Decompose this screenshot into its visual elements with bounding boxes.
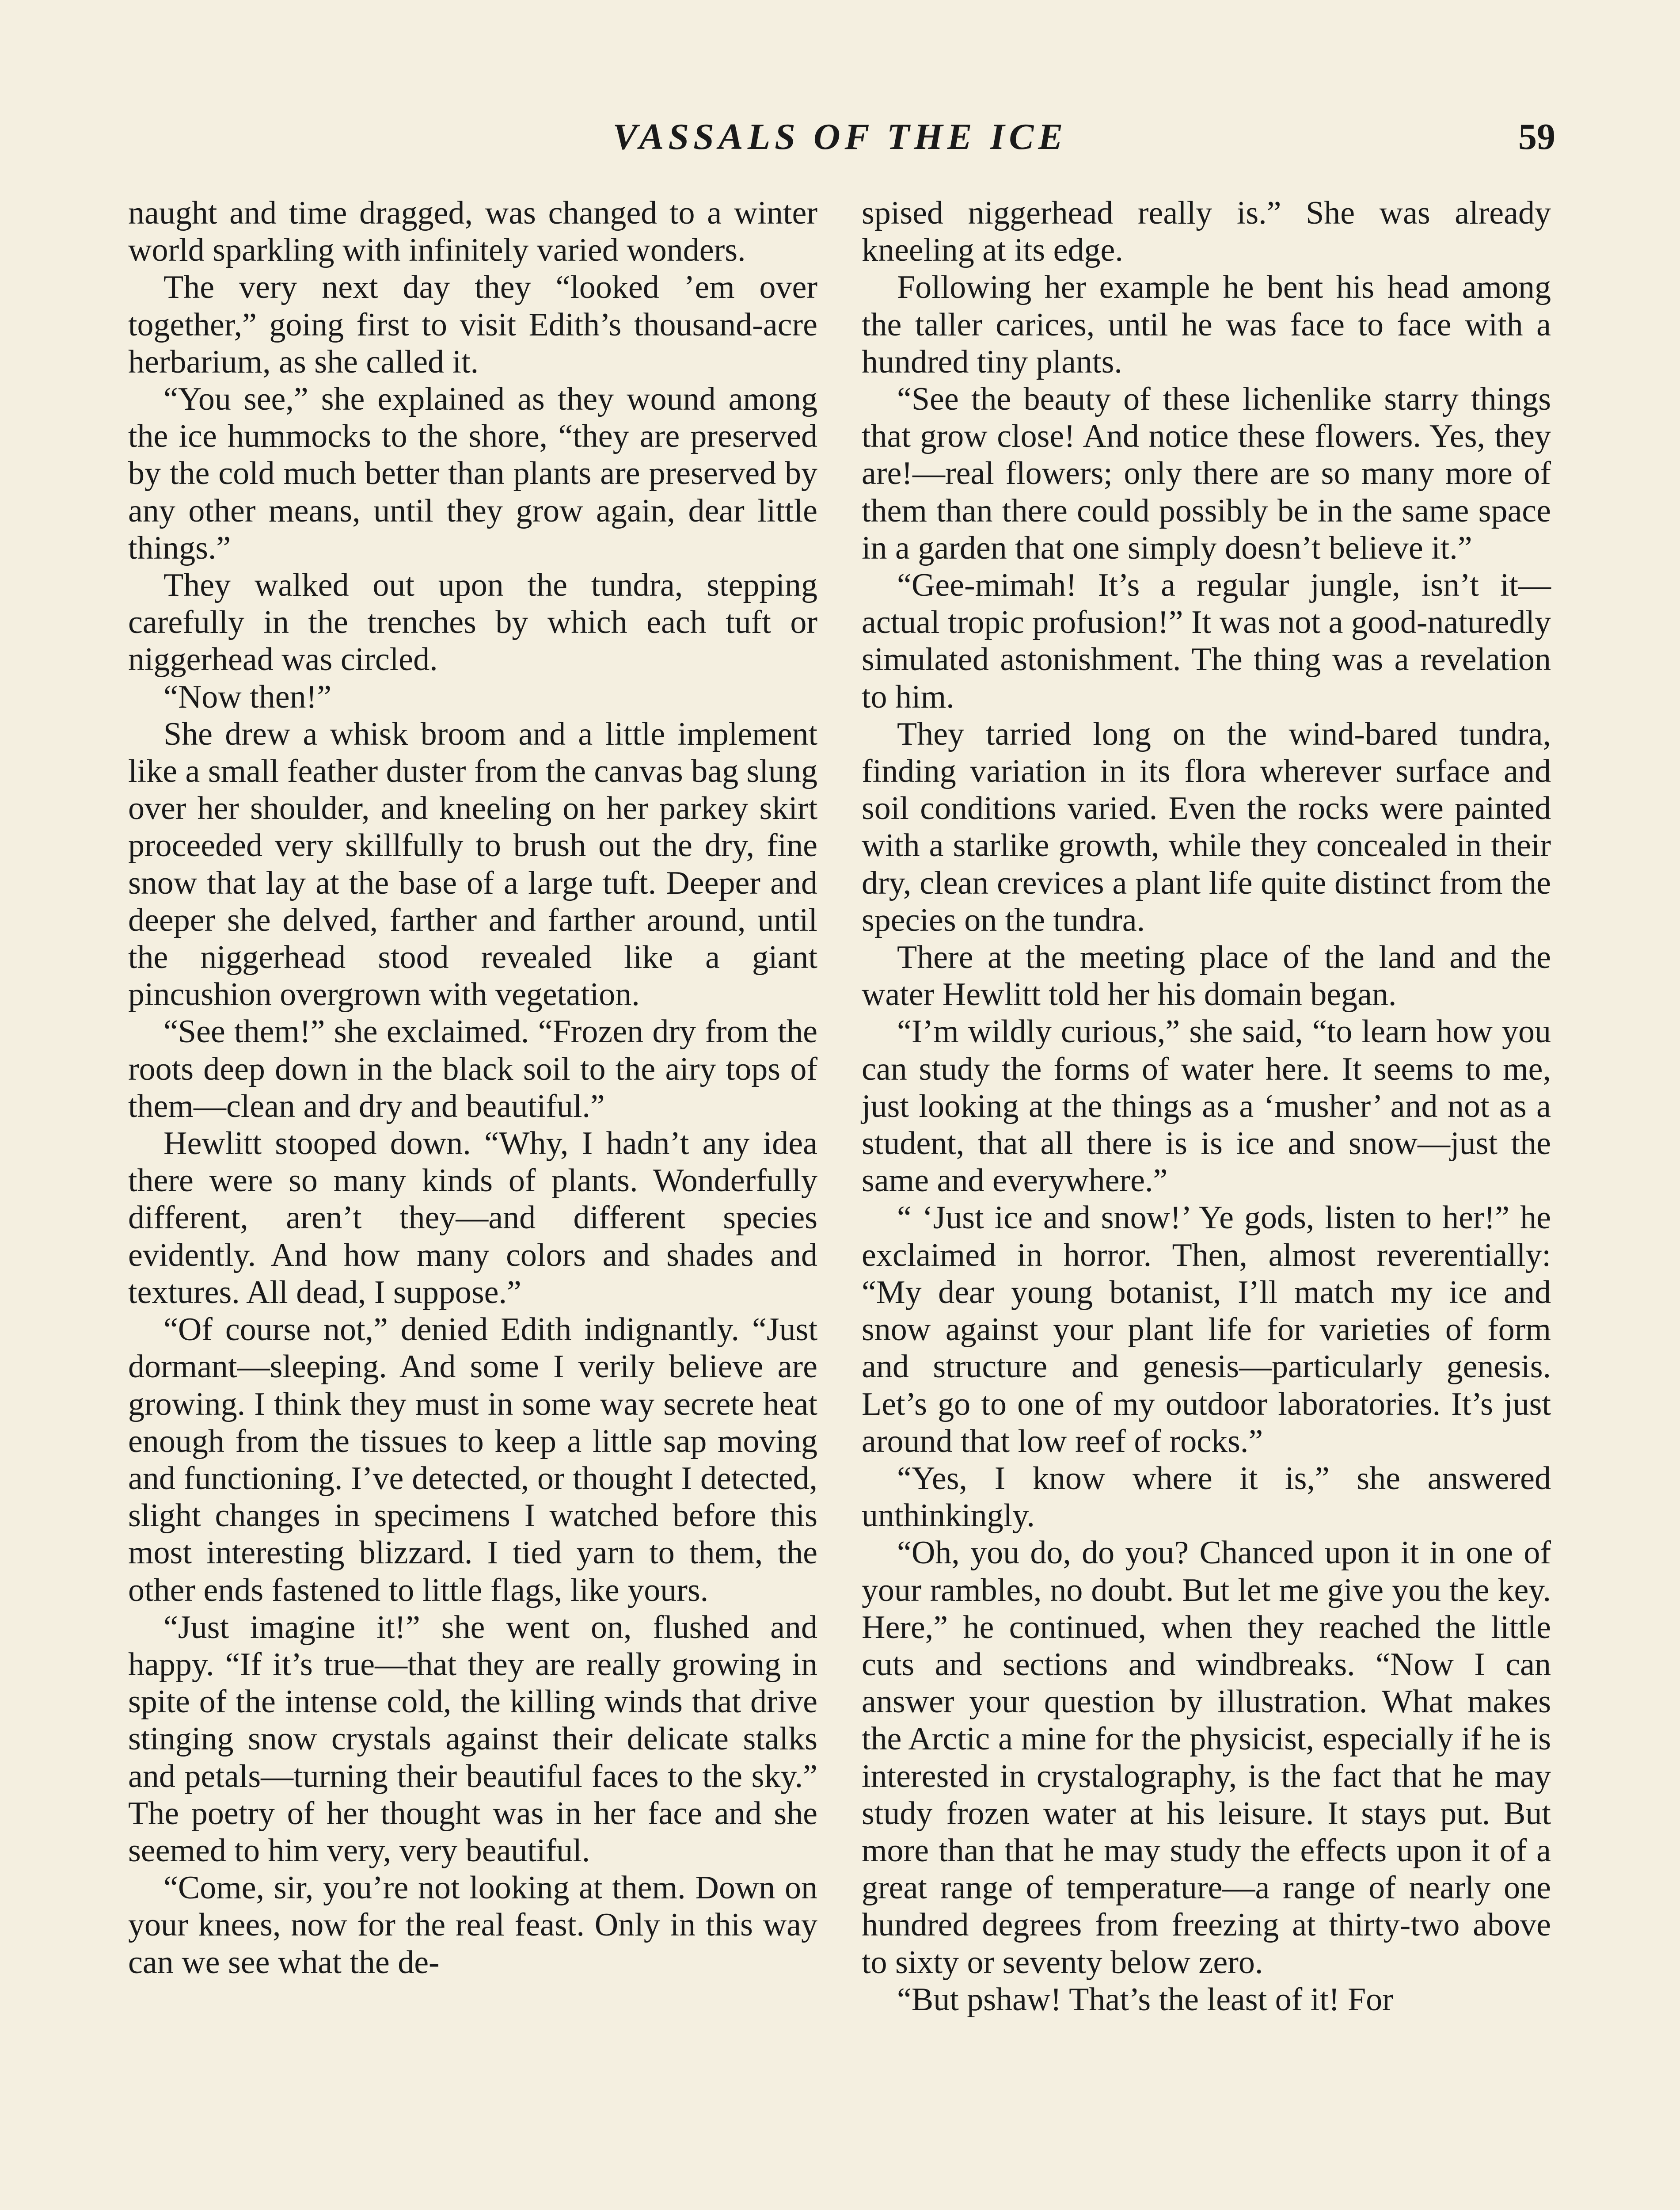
- paragraph: “You see,” she explained as they wound among the ice hummocks to the shore, “they are preserved by the cold much better than plants are preserved by any other means, until they grow again, dear little things.”: [128, 381, 817, 566]
- paragraph: “Just imagine it!” she went on, flushed and happy. “If it’s true—that they are really growing in spite of the intense cold, the killing winds that drive stinging snow crystals against their delicate stalks and petals—turning their beautiful faces to the sky.” The poetry of her thought was in her face and she seemed to him very, very beautiful.: [128, 1609, 817, 1869]
- paragraph: They walked out upon the tundra, stepping carefully in the trenches by which each tuft or niggerhead was circled.: [128, 567, 817, 678]
- paragraph: “Yes, I know where it is,” she answered unthinkingly.: [862, 1460, 1551, 1534]
- paragraph: “See the beauty of these lichenlike starry things that grow close! And notice these flowers. Yes, they are!—real flowers; only there are so many more of them than there could possibly be in the same space in a garden that one simply doesn’t believe it.”: [862, 381, 1551, 566]
- paragraph: The very next day they “looked ’em over together,” going first to visit Edith’s thousand-acre herbarium, as she called it.: [128, 269, 817, 380]
- running-head: [0, 113, 1680, 161]
- paragraph: “Gee-mimah! It’s a regular jungle, isn’t it—actual tropic profusion!” It was not a good-naturedly simulated astonishment. The thing was a revelation to him.: [862, 567, 1551, 715]
- paragraph: “Oh, you do, do you? Chanced upon it in one of your rambles, no doubt. But let me give you the key. Here,” he continued, when they reached the little cuts and sections and windbreaks. “Now I can answer your question by illustration. What makes the Arctic a mine for the physicist, especially if he is interested in crystalography, is the fact that he may study frozen water at his leisure. It stays put. But more than that he may study the effects upon it of a great range of temperature—a range of nearly one hundred degrees from freezing at thirty-two above to sixty or seventy below zero.: [862, 1535, 1551, 1981]
- paragraph: “Now then!”: [163, 678, 332, 715]
- running-title: VASSALS OF THE ICE: [612, 116, 1068, 157]
- paragraph: “Of course not,” denied Edith indignantly. “Just dormant—sleeping. And some I verily believe are growing. I think they must in some way secrete heat enough from the tissues to keep a little sap moving and functioning. I’ve detected, or thought I detected, slight changes in specimens I watched before this most interesting blizzard. I tied yarn to them, the other ends fastened to little flags, like yours.: [128, 1311, 817, 1608]
- paragraph: “But pshaw! That’s the least of it! For: [897, 1981, 1393, 2018]
- paragraph: Hewlitt stooped down. “Why, I hadn’t any idea there were so many kinds of plants. Wonderfully different, aren’t they—and different species evidently. And how many colors and shades and textures. All dead, I suppose.”: [128, 1125, 817, 1311]
- page-number: 59: [1518, 116, 1555, 157]
- left-column: [128, 194, 817, 1981]
- paragraph: spised niggerhead really is.” She was already kneeling at its edge.: [862, 195, 1551, 269]
- paragraph: They tarried long on the wind-bared tundra, finding variation in its flora wherever surface and soil conditions varied. Even the rocks were painted with a starlike growth, while they concealed in their dry, clean crevices a plant life quite distinct from the species on the tundra.: [862, 716, 1551, 938]
- paragraph: There at the meeting place of the land and the water Hewlitt told her his domain began.: [862, 939, 1551, 1013]
- right-column: [862, 194, 1551, 2018]
- paragraph: “I’m wildly curious,” she said, “to learn how you can study the forms of water here. It seems to me, just looking at the things as a ‘musher’ and not as a student, that all there is is ice and snow—just the same and everywhere.”: [862, 1014, 1551, 1199]
- paragraph: She drew a whisk broom and a little implement like a small feather duster from the canvas bag slung over her shoulder, and kneeling on her parkey skirt proceeded very skillfully to brush out the dry, fine snow that lay at the base of a large tuft. Deeper and deeper she delved, farther and farther around, until the niggerhead stood revealed like a giant pincushion overgrown with vegetation.: [128, 716, 817, 1013]
- paragraph: Following her example he bent his head among the taller carices, until he was face to face with a hundred tiny plants.: [862, 269, 1551, 380]
- paragraph: “Come, sir, you’re not looking at them. Down on your knees, now for the real feast. Only in this way can we see what the de-: [128, 1870, 817, 1981]
- paragraph: “ ‘Just ice and snow!’ Ye gods, listen to her!” he exclaimed in horror. Then, almost reverentially: “My dear young botanist, I’ll match my ice and snow against your plant life for varieties of form and structure and genesis—particularly genesis. Let’s go to one of my outdoor laboratories. It’s just around that low reef of rocks.”: [862, 1200, 1551, 1459]
- paragraph: “See them!” she exclaimed. “Frozen dry from the roots deep down in the black soil to the airy tops of them—clean and dry and beautiful.”: [128, 1014, 817, 1124]
- paragraph: naught and time dragged, was changed to a winter world sparkling with infinitely varied wonders.: [128, 195, 817, 269]
